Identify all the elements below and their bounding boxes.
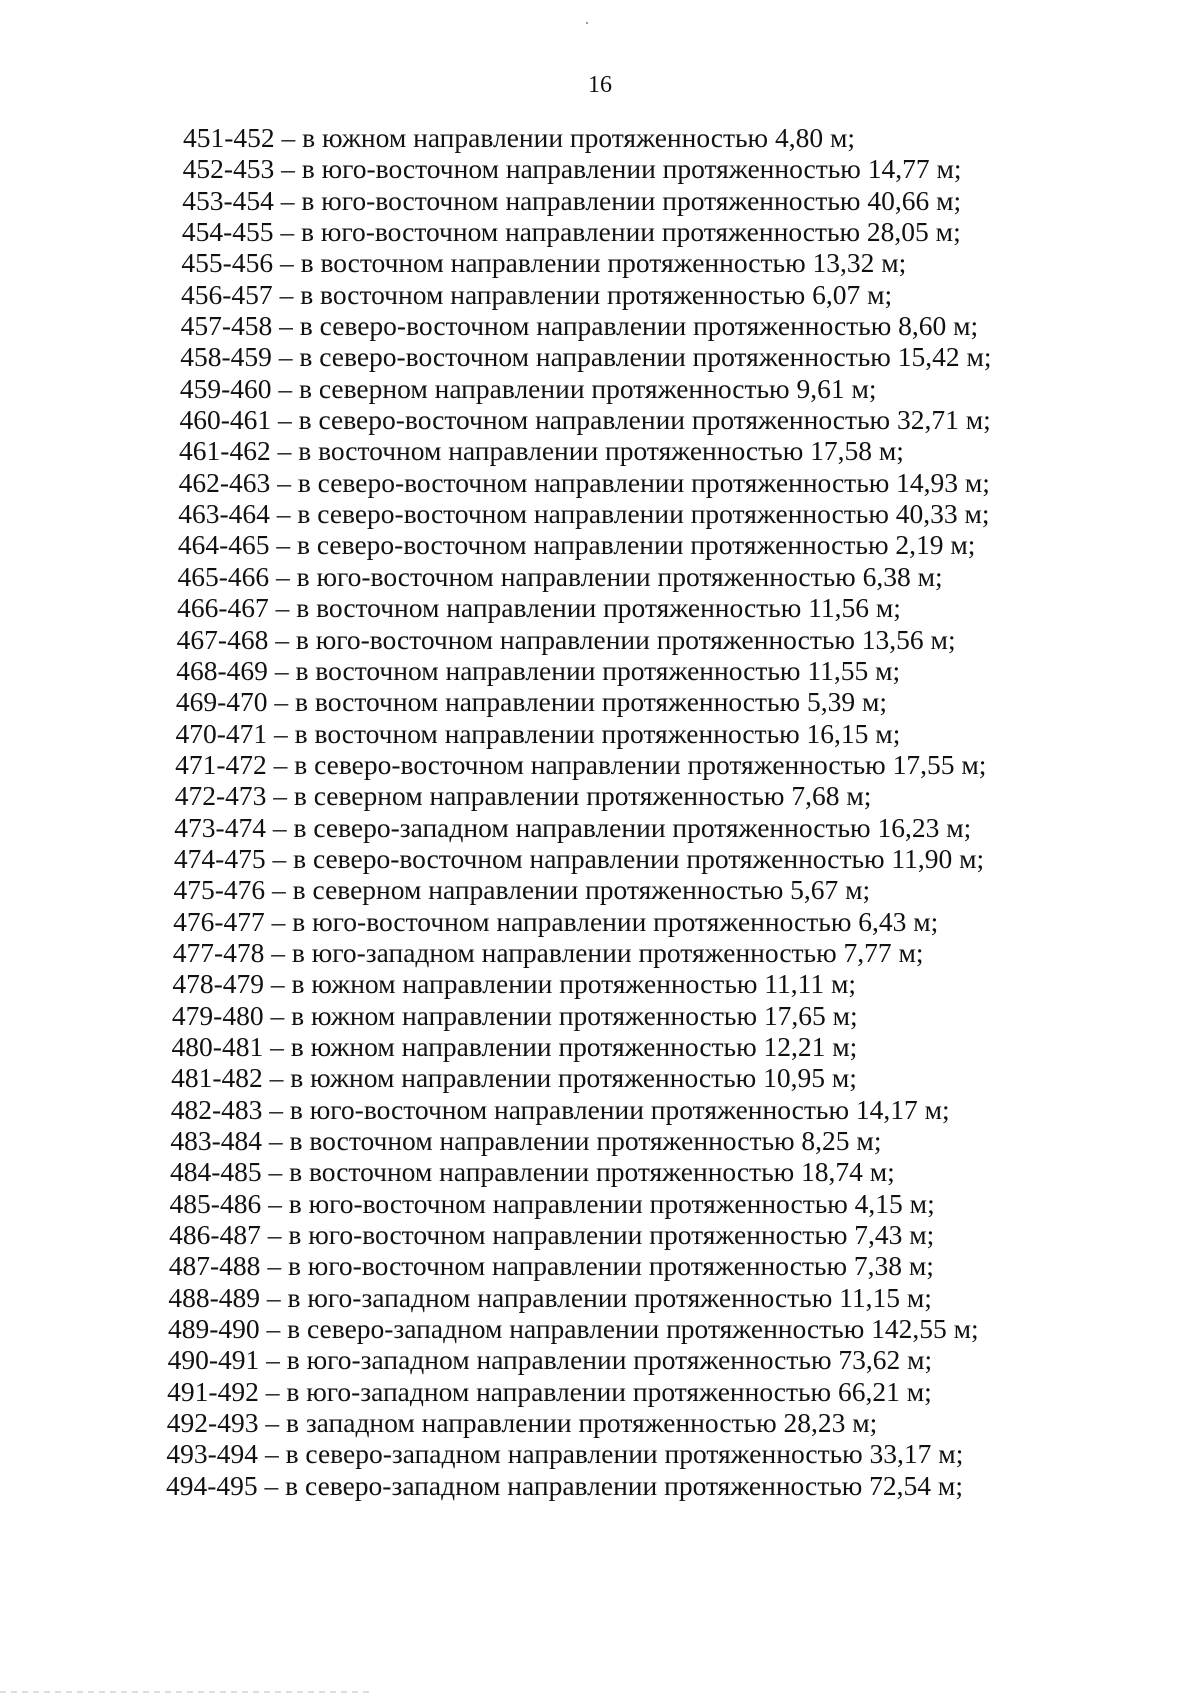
- segment-points: 471-472: [175, 748, 267, 780]
- segment-description: – в северо-восточном направлении протяженностью 11,90 м;: [272, 842, 985, 874]
- boundary-segment-line: [0, 498, 1200, 529]
- boundary-segment-line: [0, 1376, 1200, 1407]
- segment-description: – в восточном направлении протяженностью 5,39 м;: [274, 686, 887, 718]
- segment-points: 488-489: [168, 1281, 261, 1313]
- segment-points: 467-468: [176, 623, 269, 655]
- boundary-segment-line: [0, 341, 1200, 372]
- boundary-segment-line: [0, 153, 1200, 184]
- segment-description: – в северо-западном направлении протяженностью 33,17 м;: [264, 1438, 964, 1470]
- boundary-segment-line: [0, 780, 1200, 811]
- segment-points: 458-459: [180, 341, 272, 373]
- boundary-segment-line: [0, 937, 1200, 968]
- boundary-segment-line: [0, 310, 1200, 341]
- segment-description: – в юго-восточном направлении протяженностью 14,17 м;: [269, 1093, 950, 1125]
- boundary-segment-line: [0, 655, 1200, 686]
- boundary-segment-line: [0, 843, 1200, 874]
- boundary-segment-line: [0, 1407, 1200, 1438]
- segment-description: – в юго-западном направлении протяженностью 73,62 м;: [266, 1344, 933, 1376]
- boundary-segment-line: [0, 1282, 1200, 1313]
- segment-description: – в юго-восточном направлении протяженностью 7,43 м;: [267, 1219, 935, 1251]
- segment-description: – в восточном направлении протяженностью 11,55 м;: [274, 654, 901, 686]
- segment-points: 463-464: [178, 498, 270, 530]
- segment-points: 484-485: [169, 1156, 262, 1188]
- boundary-segment-line: [0, 185, 1200, 216]
- boundary-segment-line: [0, 1470, 1200, 1501]
- segment-points: 486-487: [169, 1219, 261, 1251]
- segment-points: 461-462: [179, 435, 271, 467]
- boundary-segment-line: [0, 1062, 1200, 1093]
- segment-description: – в северном направлении протяженностью 7,68 м;: [273, 780, 872, 812]
- segment-points: 468-469: [176, 654, 268, 686]
- boundary-segment-line: [0, 1344, 1200, 1375]
- boundary-segment-line: [0, 812, 1200, 843]
- segment-description: – в северном направлении протяженностью 5,67 м;: [272, 874, 871, 906]
- segment-description: – в северо-восточном направлении протяженностью 14,93 м;: [277, 466, 990, 498]
- segment-points: 462-463: [178, 466, 271, 498]
- segment-points: 459-460: [179, 372, 272, 404]
- segment-description: – в восточном направлении протяженностью 11,56 м;: [275, 592, 901, 624]
- segment-description: – в восточном направлении протяженностью 18,74 м;: [268, 1156, 895, 1188]
- boundary-segment-line: [0, 1031, 1200, 1062]
- segment-description: – в юго-восточном направлении протяженностью 28,05 м;: [280, 216, 961, 248]
- segment-points: 481-482: [171, 1062, 263, 1094]
- segment-description: – в юго-восточном направлении протяженностью 14,77 м;: [281, 153, 962, 185]
- boundary-segment-line: [0, 373, 1200, 404]
- boundary-segment-line: [0, 968, 1200, 999]
- boundary-segment-line: [0, 247, 1200, 278]
- segment-points: 492-493: [166, 1407, 259, 1439]
- segment-points: 469-470: [175, 686, 268, 718]
- boundary-segment-line: [0, 435, 1200, 466]
- boundary-segment-line: [0, 624, 1200, 655]
- segment-description: – в северо-восточном направлении протяженностью 8,60 м;: [279, 310, 979, 342]
- segment-description: – в восточном направлении протяженностью 8,25 м;: [268, 1125, 882, 1156]
- segment-points: 475-476: [173, 874, 266, 906]
- segment-description: – в восточном направлении протяженностью 17,58 м;: [277, 435, 904, 467]
- segment-points: 493-494: [166, 1438, 259, 1470]
- segment-points: 476-477: [173, 905, 265, 937]
- segment-points: 455-456: [181, 247, 274, 279]
- boundary-segment-line: [0, 1188, 1200, 1219]
- boundary-segment-line: [0, 404, 1200, 435]
- segment-points: 457-458: [180, 310, 273, 342]
- segment-points: 465-466: [177, 560, 270, 592]
- segment-points: 474-475: [173, 842, 266, 874]
- boundary-segment-line: [0, 561, 1200, 592]
- segment-description: – в восточном направлении протяженностью 13,32 м;: [279, 247, 907, 279]
- segment-points: 489-490: [167, 1313, 260, 1345]
- scan-artifact-strip: [0, 1691, 370, 1693]
- boundary-segment-list: [0, 122, 1200, 1501]
- segment-points: 456-457: [181, 278, 273, 310]
- segment-description: – в северо-восточном направлении протяженностью 17,55 м;: [273, 748, 987, 780]
- boundary-segment-line: [0, 279, 1200, 310]
- segment-description: – в южном направлении протяженностью 4,80 м;: [281, 122, 856, 153]
- segment-description: – в северо-восточном направлении протяженностью 40,33 м;: [276, 498, 990, 530]
- segment-points: 478-479: [172, 968, 264, 1000]
- segment-description: – в юго-восточном направлении протяженностью 13,56 м;: [275, 623, 956, 655]
- boundary-segment-line: [0, 874, 1200, 905]
- segment-points: 485-486: [169, 1187, 262, 1219]
- segment-description: – в юго-восточном направлении протяженностью 4,15 м;: [268, 1187, 935, 1219]
- segment-description: – в южном направлении протяженностью 11,11 м;: [270, 968, 857, 1000]
- segment-points: 466-467: [177, 592, 269, 624]
- segment-points: 464-465: [177, 529, 270, 561]
- segment-description: – в восточном направлении протяженностью 16,15 м;: [274, 717, 901, 749]
- scan-artifact-dot: [586, 22, 588, 24]
- segment-points: 451-452: [183, 122, 275, 153]
- boundary-segment-line: [0, 686, 1200, 717]
- segment-points: 470-471: [175, 717, 268, 749]
- segment-description: – в южном направлении протяженностью 17,65 м;: [270, 999, 858, 1031]
- segment-description: – в северном направлении протяженностью 9,61 м;: [278, 372, 877, 404]
- segment-points: 490-491: [167, 1344, 260, 1376]
- segment-points: 472-473: [174, 780, 267, 812]
- boundary-segment-line: [0, 592, 1200, 623]
- segment-points: 494-495: [166, 1469, 258, 1501]
- segment-description: – в южном направлении протяженностью 12,21 м;: [270, 1030, 858, 1062]
- page-number: 16: [588, 72, 612, 98]
- boundary-segment-line: [0, 1125, 1200, 1156]
- segment-description: – в северо-западном направлении протяженностью 72,54 м;: [264, 1469, 963, 1501]
- segment-description: – в юго-восточном направлении протяженностью 7,38 м;: [267, 1250, 934, 1282]
- boundary-segment-line: [0, 906, 1200, 937]
- segment-description: – в западном направлении протяженностью 28,23 м;: [265, 1407, 878, 1439]
- segment-points: 487-488: [168, 1250, 261, 1282]
- boundary-segment-line: [0, 529, 1200, 560]
- boundary-segment-line: [0, 1313, 1200, 1344]
- boundary-segment-line: [0, 1000, 1200, 1031]
- segment-description: – в северо-восточном направлении протяженностью 2,19 м;: [276, 529, 976, 561]
- segment-points: 482-483: [170, 1093, 263, 1125]
- segment-description: – в восточном направлении протяженностью 6,07 м;: [279, 278, 893, 310]
- boundary-segment-line: [0, 1250, 1200, 1281]
- boundary-segment-line: [0, 216, 1200, 247]
- boundary-segment-line: [0, 749, 1200, 780]
- segment-points: 473-474: [174, 811, 266, 843]
- segment-points: 452-453: [182, 153, 275, 185]
- segment-description: – в северо-восточном направлении протяженностью 32,71 м;: [277, 404, 991, 436]
- segment-description: – в юго-западном направлении протяженностью 66,21 м;: [265, 1375, 932, 1407]
- segment-description: – в северо-западном направлении протяженностью 16,23 м;: [272, 811, 972, 843]
- boundary-segment-line: [0, 122, 1200, 153]
- segment-description: – в юго-западном направлении протяженностью 11,15 м;: [266, 1281, 932, 1313]
- boundary-segment-line: [0, 1438, 1200, 1469]
- segment-description: – в юго-восточном направлении протяженностью 6,38 м;: [276, 560, 943, 592]
- boundary-segment-line: [0, 1156, 1200, 1187]
- segment-description: – в юго-западном направлении протяженностью 7,77 м;: [271, 936, 924, 968]
- segment-points: 479-480: [171, 999, 264, 1031]
- segment-points: 480-481: [171, 1030, 264, 1062]
- segment-points: 460-461: [179, 404, 272, 436]
- segment-points: 454-455: [181, 216, 274, 248]
- segment-points: 453-454: [182, 184, 274, 216]
- segment-points: 491-492: [167, 1375, 259, 1407]
- segment-points: 483-484: [170, 1125, 263, 1156]
- segment-description: – в южном направлении протяженностью 10,95 м;: [269, 1062, 857, 1094]
- boundary-segment-line: [0, 1219, 1200, 1250]
- boundary-segment-line: [0, 718, 1200, 749]
- segment-points: 477-478: [172, 936, 265, 968]
- segment-description: – в северо-восточном направлении протяженностью 15,42 м;: [278, 341, 992, 373]
- boundary-segment-line: [0, 467, 1200, 498]
- segment-description: – в юго-восточном направлении протяженностью 6,43 м;: [271, 905, 939, 937]
- segment-description: – в северо-западном направлении протяженностью 142,55 м;: [266, 1313, 979, 1345]
- boundary-segment-line: [0, 1094, 1200, 1125]
- segment-description: – в юго-восточном направлении протяженностью 40,66 м;: [280, 184, 962, 216]
